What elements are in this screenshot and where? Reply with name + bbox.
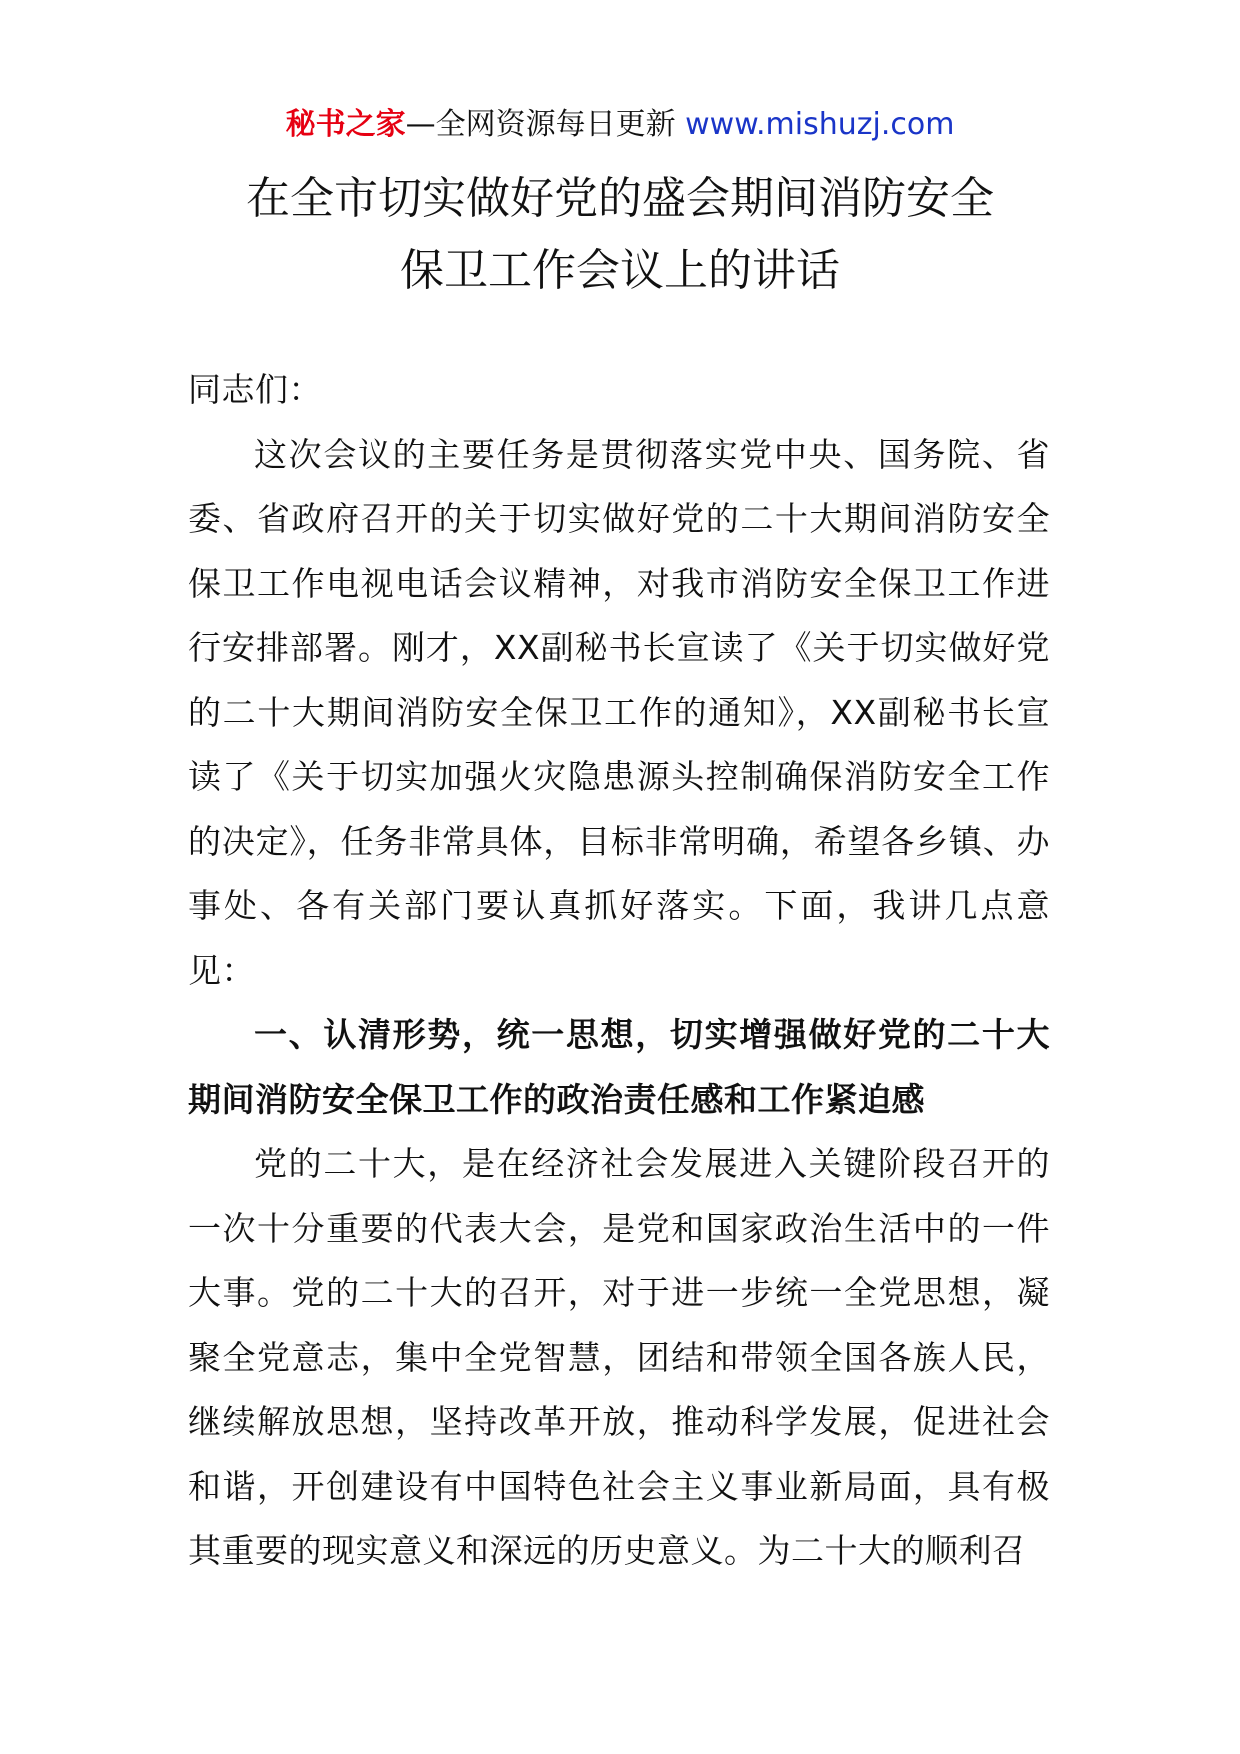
brand-name: 秘书之家 bbox=[285, 107, 406, 142]
title-line-2: 保卫工作会议上的讲话 bbox=[400, 245, 840, 296]
section-heading-1: 一、认清形势，统一思想，切实增强做好党的二十大期间消防安全保卫工作的政治责任感和工作紧迫感 bbox=[188, 1015, 1050, 1119]
document-title bbox=[0, 163, 1240, 307]
document-body bbox=[188, 358, 1050, 1584]
header-slogan: —全网资源每日更新 bbox=[405, 107, 676, 142]
title-line-1: 在全市切实做好党的盛会期间消防安全 bbox=[246, 173, 994, 224]
site-url-link[interactable]: www.mishuzj.com bbox=[685, 107, 955, 142]
salutation: 同志们： bbox=[188, 370, 322, 409]
paragraph-2: 党的二十大，是在经济社会发展进入关键阶段召开的一次十分重要的代表大会，是党和国家政治生活中的一件大事。党的二十大的召开，对于进一步统一全党思想，凝聚全党意志，集中全党智慧，团结和带领全国各族人民，继续解放思想，坚持改革开放，推动科学发展，促进社会和谐，开创建设有中国特色社会主义事业新局面，具有极其重要的现实意义和深远的历史意义。为二十大的顺利召 bbox=[188, 1144, 1050, 1570]
site-header bbox=[0, 104, 1240, 146]
paragraph-1: 这次会议的主要任务是贯彻落实党中央、国务院、省委、省政府召开的关于切实做好党的二十大期间消防安全保卫工作电视电话会议精神，对我市消防安全保卫工作进行安排部署。刚才，XX副秘书长宣读了《关于切实做好党的二十大期间消防安全保卫工作的通知》，XX副秘书长宣读了《关于切实加强火灾隐患源头控制确保消防安全工作的决定》，任务非常具体，目标非常明确，希望各乡镇、办事处、各有关部门要认真抓好落实。下面，我讲几点意见： bbox=[188, 434, 1050, 990]
